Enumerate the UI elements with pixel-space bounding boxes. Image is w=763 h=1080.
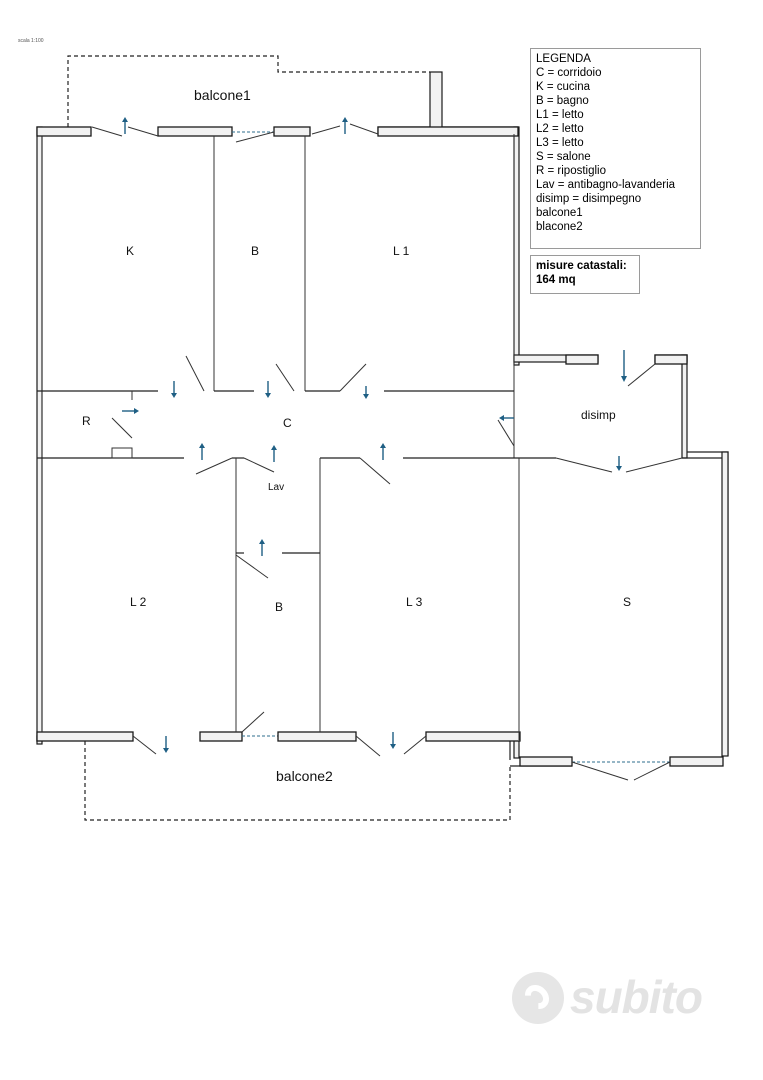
room-label-laundry: Lav <box>268 482 285 493</box>
legend-item: disimp = disimpegno <box>536 193 642 205</box>
subito-watermark <box>512 972 727 1026</box>
room-label-corridor: C <box>283 416 292 430</box>
room-label-bedroom-1: L 1 <box>393 244 410 258</box>
legend-item: L3 = letto <box>536 137 584 149</box>
legend-item: C = corridoio <box>536 67 602 79</box>
legend-item: L1 = letto <box>536 109 584 121</box>
room-label-disimp: disimp <box>581 408 616 422</box>
legend-item: K = cucina <box>536 81 591 93</box>
legend-item: balcone1 <box>536 207 583 219</box>
room-label-kitchen: K <box>126 244 135 258</box>
measures-box <box>530 255 640 294</box>
subito-logo-icon <box>512 972 564 1024</box>
legend-item: Lav = antibagno-lavanderia <box>536 179 676 191</box>
legend-item: R = ripostiglio <box>536 165 606 177</box>
room-label-living-room: S <box>623 595 632 609</box>
measures-label: misure catastali: <box>536 260 627 272</box>
legend-title: LEGENDA <box>536 53 591 65</box>
room-label-bathroom-top: B <box>251 244 260 258</box>
subito-logo-text: subito <box>570 971 702 1023</box>
room-label-storage: R <box>82 414 91 428</box>
room-label-balcone1: balcone1 <box>194 87 251 103</box>
room-label-balcone2: balcone2 <box>276 768 333 784</box>
room-label-bathroom-bottom: B <box>275 600 284 614</box>
scale-label: scala 1:100 <box>18 38 44 44</box>
legend-item: B = bagno <box>536 95 589 107</box>
legend-item: L2 = letto <box>536 123 584 135</box>
legend-box <box>530 48 701 249</box>
legend-item: S = salone <box>536 151 591 163</box>
legend-item: blacone2 <box>536 221 583 233</box>
measures-value: 164 mq <box>536 274 576 286</box>
room-label-bedroom-3: L 3 <box>406 595 423 609</box>
room-label-bedroom-2: L 2 <box>130 595 147 609</box>
